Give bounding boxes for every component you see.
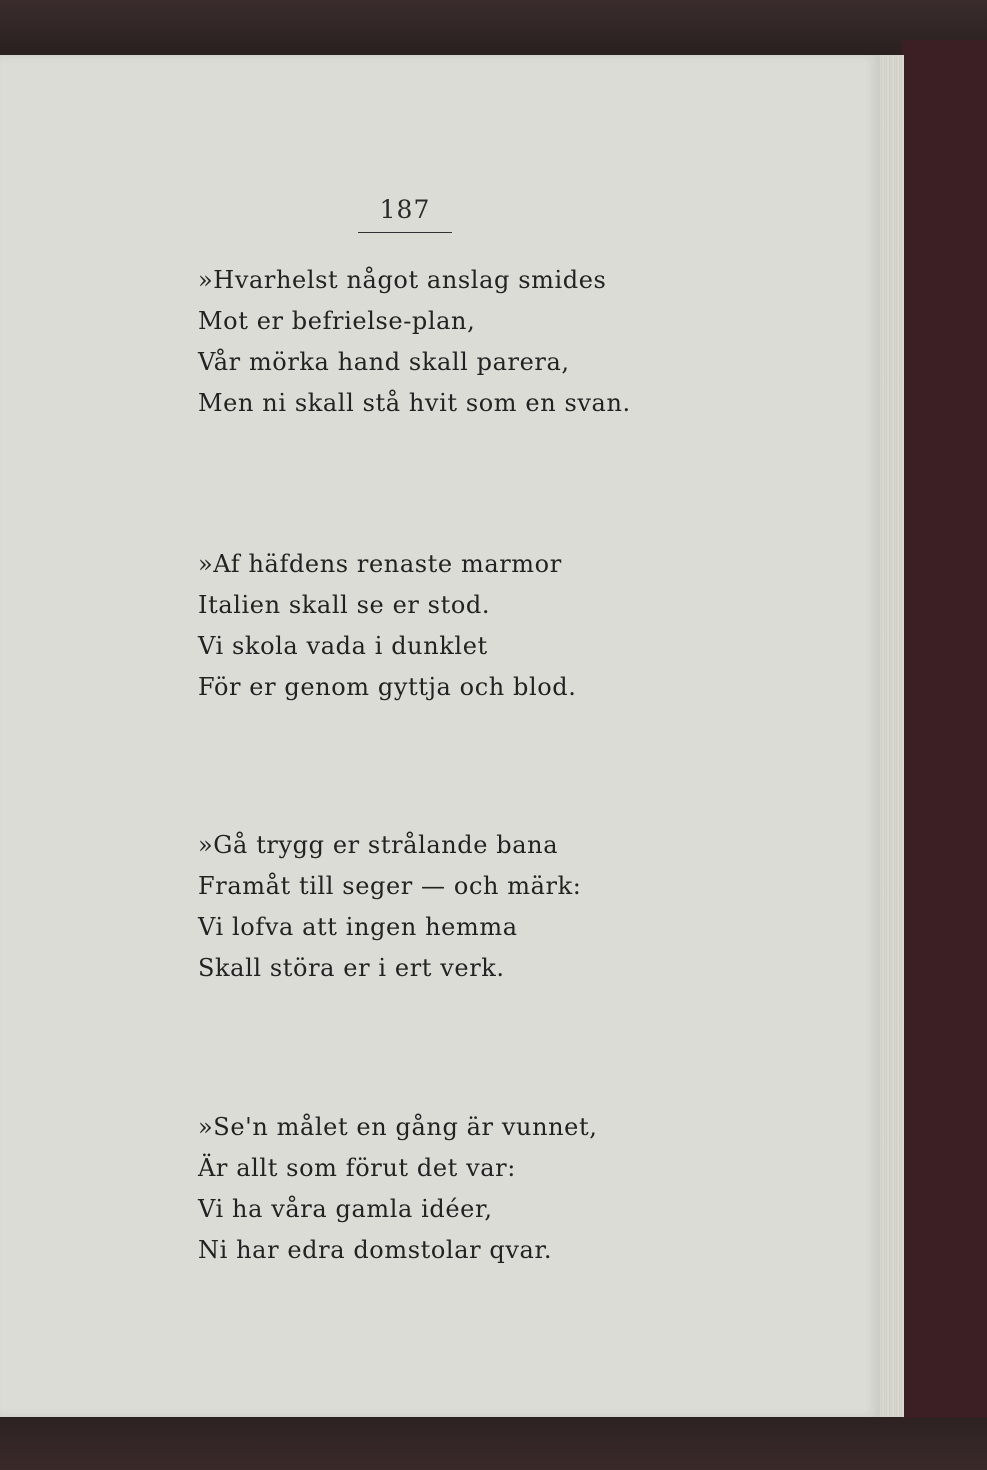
page-number-rule bbox=[358, 232, 452, 233]
verse-line: Vi skola vada i dunklet bbox=[198, 632, 488, 660]
verse-line: Italien skall se er stod. bbox=[198, 591, 491, 619]
book-cover-edge bbox=[902, 40, 987, 1430]
stanza-3 bbox=[198, 825, 581, 989]
book-page bbox=[0, 55, 880, 1417]
verse-line: »Hvarhelst något anslag smides bbox=[198, 266, 607, 294]
verse-line: Vi lofva att ingen hemma bbox=[198, 913, 518, 941]
scan-bottom-edge bbox=[0, 1418, 987, 1470]
stanza-2 bbox=[198, 544, 577, 708]
verse-line: Ni har edra domstolar qvar. bbox=[198, 1236, 553, 1264]
verse-line: »Gå trygg er strålande bana bbox=[198, 831, 559, 859]
scan-top-edge bbox=[0, 0, 987, 52]
stanza-1 bbox=[198, 260, 631, 424]
verse-line: Mot er befrielse-plan, bbox=[198, 307, 476, 335]
page-number: 187 bbox=[379, 195, 431, 224]
verse-line: Vi ha våra gamla idéer, bbox=[198, 1195, 493, 1223]
stanza-4 bbox=[198, 1107, 597, 1271]
verse-line: Skall störa er i ert verk. bbox=[198, 954, 505, 982]
verse-line: »Se'n målet en gång är vunnet, bbox=[198, 1113, 598, 1141]
verse-line: För er genom gyttja och blod. bbox=[198, 673, 577, 701]
verse-line: Vår mörka hand skall parera, bbox=[198, 348, 570, 376]
verse-line: »Af häfdens renaste marmor bbox=[198, 550, 562, 578]
verse-line: Är allt som förut det var: bbox=[198, 1154, 516, 1182]
verse-line: Men ni skall stå hvit som en svan. bbox=[198, 389, 631, 417]
verse-line: Framåt till seger — och märk: bbox=[198, 872, 582, 900]
